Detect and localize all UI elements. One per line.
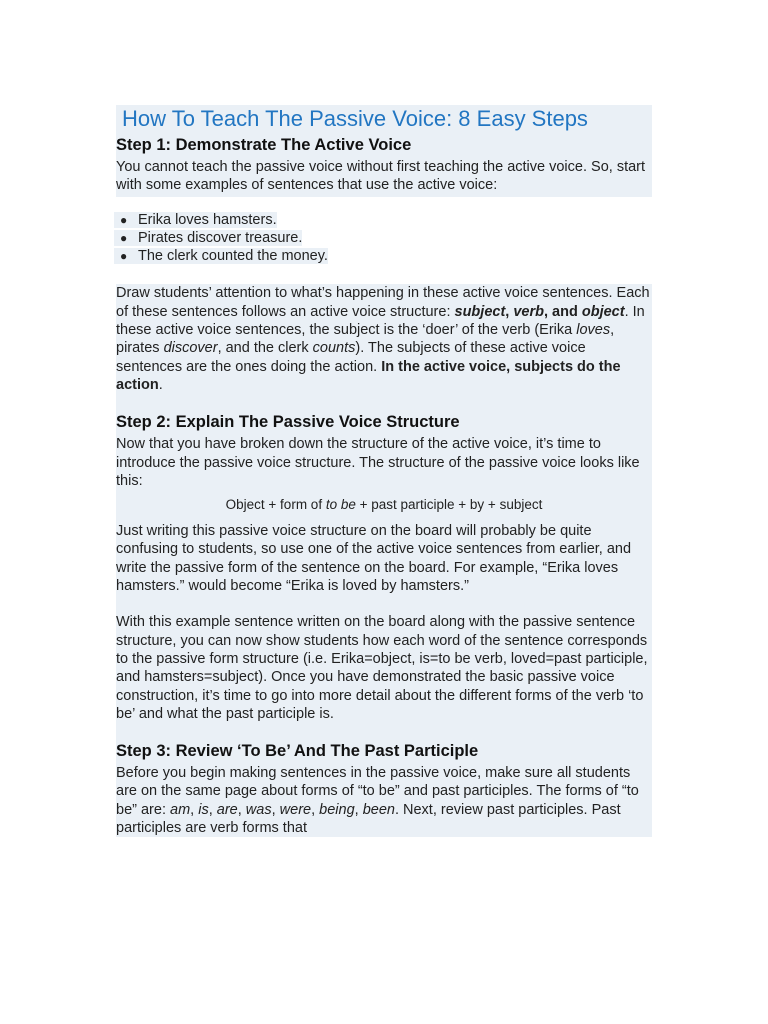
step1-section bbox=[116, 133, 652, 197]
title-block bbox=[116, 105, 652, 133]
bullet-icon: ● bbox=[120, 212, 128, 227]
step3-paragraph: Before you begin making sentences in the passive voice, make sure all students are on the same page about forms of “to be” and past participles. The forms of “to be” are: am, is, are, was, were, being, been. Next, review past participles. Past participles are verb forms that bbox=[116, 765, 639, 837]
passive-formula: Object + form of to be + past participle + by + subject bbox=[225, 497, 543, 513]
step3-heading: Step 3: Review ‘To Be’ And The Past Participle bbox=[116, 742, 479, 761]
step2-paragraph-3: With this example sentence written on the board along with the passive sentence structure, you can now show students how each word of the sentence corresponds to the passive form structure (i.e. Erika=object, is=to be verb, loved=past participle, and hamsters=subject). Once you have demonstrated the basic passive voice construction, it’s time to go into more detail about the different forms of the verb ‘to be’ and what the past participle is. bbox=[116, 614, 648, 722]
page-title: How To Teach The Passive Voice: 8 Easy Steps bbox=[122, 106, 588, 131]
list-item: ● The clerk counted the money. bbox=[138, 247, 652, 265]
step1-body-section bbox=[116, 284, 652, 837]
document-page bbox=[116, 105, 652, 837]
list-item: ● Pirates discover treasure. bbox=[138, 229, 652, 247]
step2-paragraph-2: Just writing this passive voice structure on the board will probably be quite confusing to students, so use one of the active voice sentences from earlier, and write the passive form of the sentence on the board. For example, “Erika loves hamsters.” would become “Erika is loved by hamsters.” bbox=[116, 523, 632, 595]
step2-intro: Now that you have broken down the structure of the active voice, it’s time to introduce the passive voice structure. The structure of the passive voice looks like this: bbox=[116, 436, 640, 489]
step2-heading: Step 2: Explain The Passive Voice Structure bbox=[116, 413, 460, 432]
list-item: ● Erika loves hamsters. bbox=[138, 211, 652, 229]
bullet-icon: ● bbox=[120, 249, 128, 264]
bullet-icon: ● bbox=[120, 230, 128, 245]
example-list bbox=[116, 211, 652, 266]
step1-heading: Step 1: Demonstrate The Active Voice bbox=[116, 136, 412, 154]
step1-intro: You cannot teach the passive voice without first teaching the active voice. So, start with some examples of sentences that use the active voice: bbox=[116, 159, 646, 194]
step1-paragraph: Draw students’ attention to what’s happening in these active voice sentences. Each of these sentences follows an active voice structure: subject, verb, and object. In these active voice sentences, the subject is the ‘doer’ of the verb (Erika loves, pirates discover, and the clerk counts). The subjects of these active voice sentences are the ones doing the action. In the active voice, subjects do the action. bbox=[116, 285, 650, 393]
